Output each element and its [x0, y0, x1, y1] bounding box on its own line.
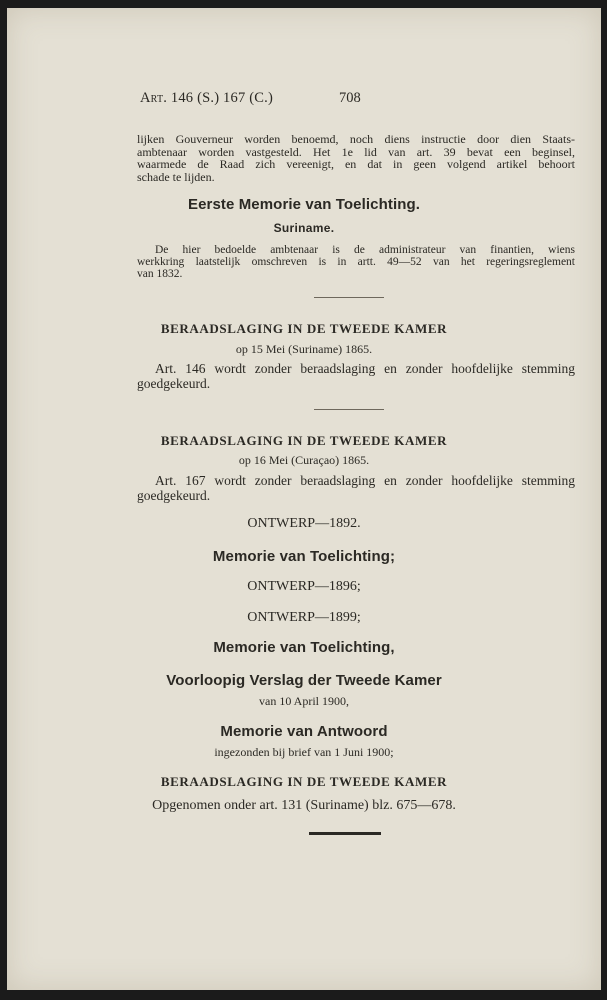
divider — [314, 409, 384, 410]
section3-date: op 16 Mei (Curaçao) 1865. — [238, 453, 370, 467]
running-head-articles: 146 (S.) 167 (C.) — [170, 90, 273, 106]
intro-line: lijken Gouverneur worden benoemd, noch diens instructie door dien Staats- — [137, 132, 575, 146]
section3-title: BERAADSLAGING IN DE TWEEDE KAMER — [160, 433, 448, 448]
intro-paragraph — [137, 133, 575, 183]
memorie-van-antwoord-title: Memorie van Antwoord — [220, 723, 388, 740]
ontwerp-1899: ONTWERP—1899; — [247, 610, 361, 625]
section3-paragraph — [137, 474, 575, 503]
section2-line: goedgekeurd. — [137, 375, 211, 391]
memorie-van-toelichting-2: Memorie van Toelichting, — [213, 639, 395, 656]
section1-line: De hier bedoelde ambtenaar is de administrateur van finantien, wiens — [155, 244, 575, 256]
section1-line: van 1832. — [137, 268, 183, 281]
section3-line: goedgekeurd. — [137, 487, 211, 503]
memorie-van-toelichting-1: Memorie van Toelichting; — [212, 548, 396, 565]
ontwerp-1892: ONTWERP—1892. — [247, 516, 361, 531]
section2-paragraph — [137, 362, 575, 391]
section1-paragraph — [137, 244, 575, 281]
page-number: 708 — [339, 90, 361, 106]
section2-line: Art. 146 wordt zonder beraadslaging en zonder hoofdelijke stemming — [155, 361, 575, 376]
section4-beraad-title: BERAADSLAGING IN DE TWEEDE KAMER — [160, 774, 448, 789]
section1-line: werkkring laatstelijk omschreven is in artt. 49—52 van het regeringsreglement — [137, 256, 575, 269]
closing-rule — [309, 832, 381, 835]
section-subtitle-suriname: Suriname. — [273, 221, 335, 235]
divider — [314, 297, 384, 298]
memorie-van-antwoord-date: ingezonden bij brief van 1 Juni 1900; — [214, 745, 394, 759]
document-page — [7, 8, 601, 990]
running-head-abbr-rest: rt. — [150, 90, 168, 106]
voorloopig-verslag-date: van 10 April 1900, — [259, 694, 349, 708]
section4-beraad-ref: Opgenomen onder art. 131 (Suriname) blz. 675—678. — [152, 798, 456, 813]
section2-date: op 15 Mei (Suriname) 1865. — [235, 342, 373, 356]
section2-title: BERAADSLAGING IN DE TWEEDE KAMER — [160, 321, 448, 336]
ontwerp-1896: ONTWERP—1896; — [247, 579, 361, 594]
voorloopig-verslag-title: Voorloopig Verslag der Tweede Kamer — [166, 672, 442, 689]
section-title-eerste-memorie: Eerste Memorie van Toelichting. — [187, 196, 421, 213]
section3-line: Art. 167 wordt zonder beraadslaging en zonder hoofdelijke stemming — [155, 473, 575, 488]
intro-line: ambtenaar worden vastgesteld. Het 1e lid van art. 39 bevat een beginsel, — [137, 144, 575, 159]
running-head — [140, 90, 273, 107]
intro-line: schade te lijden. — [137, 169, 215, 184]
running-head-abbr-prefix: A — [140, 90, 151, 106]
intro-line: waarmede de Raad zich vereenigt, en dat in geen volgend artikel behoort — [137, 157, 575, 172]
